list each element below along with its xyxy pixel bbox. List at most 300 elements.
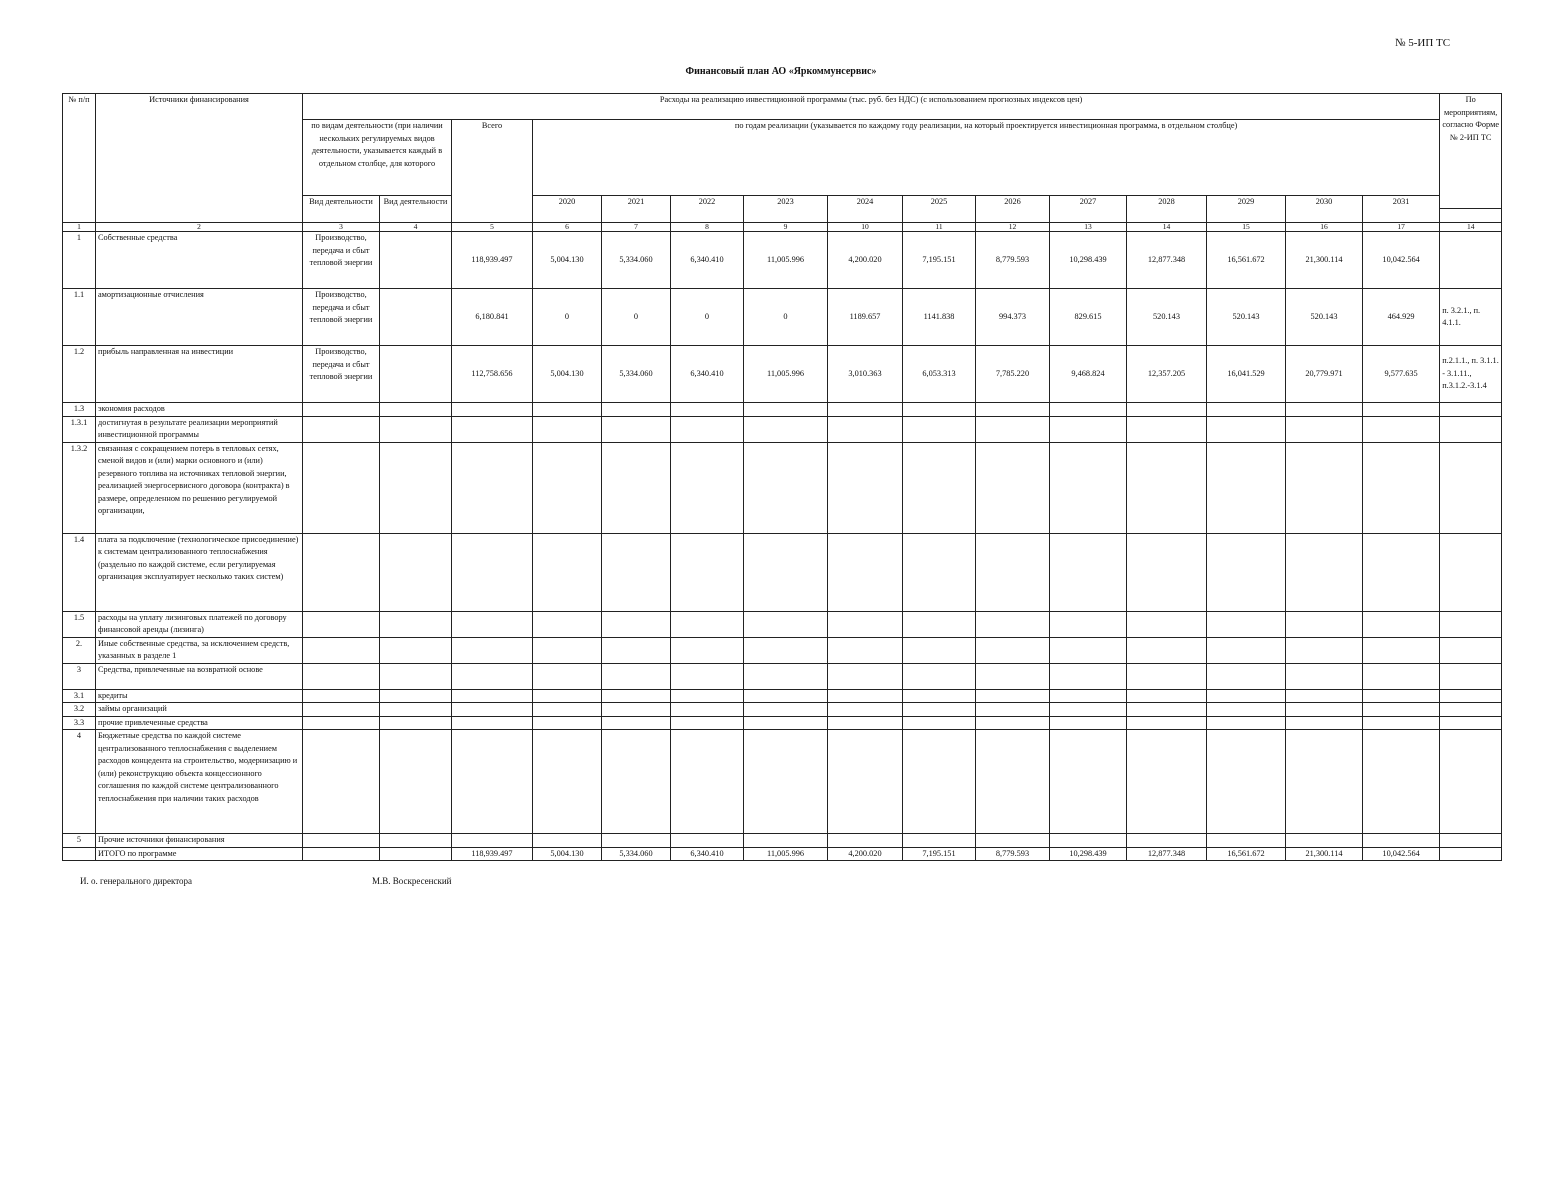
row-number xyxy=(63,847,96,861)
page-title: Финансовый план АО «Яркоммунсервис» xyxy=(685,66,877,77)
row-activity-2 xyxy=(380,232,452,289)
row-year-value xyxy=(671,716,744,730)
row-year-value: 994.373 xyxy=(976,289,1050,346)
row-activity-2 xyxy=(380,663,452,689)
row-year-value xyxy=(533,533,602,611)
row-event-ref xyxy=(1440,442,1502,533)
row-year-value xyxy=(1050,611,1127,637)
table-row xyxy=(63,703,1502,717)
row-event-ref xyxy=(1440,847,1502,861)
row-event-ref xyxy=(1440,611,1502,637)
header-year: 2024 xyxy=(828,196,903,223)
row-year-value xyxy=(828,663,903,689)
row-year-value xyxy=(1050,416,1127,442)
row-total xyxy=(452,442,533,533)
table-row xyxy=(63,716,1502,730)
row-total xyxy=(452,533,533,611)
table-row xyxy=(63,637,1502,663)
row-year-value xyxy=(828,533,903,611)
row-number: 1.5 xyxy=(63,611,96,637)
row-activity-2 xyxy=(380,689,452,703)
row-year-value xyxy=(602,716,671,730)
row-year-value xyxy=(1127,716,1207,730)
row-activity-2 xyxy=(380,637,452,663)
row-event-ref xyxy=(1440,232,1502,289)
row-year-value xyxy=(1363,703,1440,717)
row-event-ref xyxy=(1440,403,1502,417)
row-total: 118,939.497 xyxy=(452,232,533,289)
row-number: 1.1 xyxy=(63,289,96,346)
row-year-value: 8,779.593 xyxy=(976,232,1050,289)
header-expenses: Расходы на реализацию инвестиционной программы (тыс. руб. без НДС) (с использованием прогнозных индексов цен) xyxy=(303,94,1440,120)
row-year-value: 11,005.996 xyxy=(744,346,828,403)
table-row xyxy=(63,611,1502,637)
header-year: 2026 xyxy=(976,196,1050,223)
row-year-value xyxy=(602,689,671,703)
column-number: 12 xyxy=(976,223,1050,232)
row-year-value xyxy=(602,730,671,834)
row-activity xyxy=(303,847,380,861)
table-row xyxy=(63,416,1502,442)
row-total xyxy=(452,716,533,730)
row-year-value xyxy=(602,637,671,663)
row-year-value xyxy=(828,716,903,730)
row-activity-2 xyxy=(380,346,452,403)
row-year-value: 8,779.593 xyxy=(976,847,1050,861)
row-number: 1.3.2 xyxy=(63,442,96,533)
row-year-value: 9,468.824 xyxy=(1050,346,1127,403)
row-year-value: 12,877.348 xyxy=(1127,232,1207,289)
table-row xyxy=(63,346,1502,403)
row-year-value: 16,041.529 xyxy=(1207,346,1286,403)
row-year-value xyxy=(1207,533,1286,611)
row-year-value xyxy=(1050,533,1127,611)
row-year-value xyxy=(744,689,828,703)
row-year-value xyxy=(1207,716,1286,730)
row-year-value xyxy=(1286,663,1363,689)
row-year-value xyxy=(744,416,828,442)
column-number: 17 xyxy=(1363,223,1440,232)
row-year-value xyxy=(602,442,671,533)
form-number: № 5-ИП ТС xyxy=(1395,37,1451,49)
row-year-value xyxy=(1363,730,1440,834)
row-activity xyxy=(303,403,380,417)
row-year-value: 16,561.672 xyxy=(1207,232,1286,289)
row-year-value xyxy=(533,730,602,834)
row-year-value: 829.615 xyxy=(1050,289,1127,346)
row-year-value xyxy=(671,442,744,533)
row-year-value xyxy=(602,663,671,689)
column-number: 1 xyxy=(63,223,96,232)
row-year-value xyxy=(533,703,602,717)
row-source: Прочие источники финансирования xyxy=(96,834,303,848)
column-number: 5 xyxy=(452,223,533,232)
header-year: 2021 xyxy=(602,196,671,223)
row-total xyxy=(452,730,533,834)
row-year-value: 5,334.060 xyxy=(602,232,671,289)
row-activity xyxy=(303,663,380,689)
row-year-value xyxy=(602,834,671,848)
table-row xyxy=(63,442,1502,533)
row-year-value: 6,340.410 xyxy=(671,346,744,403)
row-total xyxy=(452,611,533,637)
row-year-value: 11,005.996 xyxy=(744,232,828,289)
row-year-value xyxy=(1050,689,1127,703)
row-year-value xyxy=(828,689,903,703)
row-year-value: 520.143 xyxy=(1286,289,1363,346)
table-row xyxy=(63,834,1502,848)
row-year-value xyxy=(1127,663,1207,689)
row-year-value xyxy=(1050,403,1127,417)
row-activity-2 xyxy=(380,442,452,533)
table-row xyxy=(63,232,1502,289)
row-activity-2 xyxy=(380,730,452,834)
row-year-value xyxy=(903,730,976,834)
row-year-value: 0 xyxy=(602,289,671,346)
row-year-value xyxy=(1207,442,1286,533)
row-total xyxy=(452,416,533,442)
row-number: 5 xyxy=(63,834,96,848)
row-year-value: 5,004.130 xyxy=(533,346,602,403)
column-number: 3 xyxy=(303,223,380,232)
row-year-value xyxy=(976,403,1050,417)
row-year-value xyxy=(976,834,1050,848)
row-year-value xyxy=(976,533,1050,611)
row-year-value: 6,340.410 xyxy=(671,232,744,289)
row-number: 3 xyxy=(63,663,96,689)
row-year-value xyxy=(828,611,903,637)
row-year-value xyxy=(976,663,1050,689)
row-source: амортизационные отчисления xyxy=(96,289,303,346)
row-source: плата за подключение (технологическое присоединение) к системам централизованного теплоснабжения (раздельно по каждой системе, если регулируемая организация эксплуатирует несколько таких систем) xyxy=(96,533,303,611)
row-year-value xyxy=(671,689,744,703)
row-activity-2 xyxy=(380,716,452,730)
column-number: 14 xyxy=(1127,223,1207,232)
row-activity: Производство, передача и сбыт тепловой энергии xyxy=(303,289,380,346)
row-year-value xyxy=(533,416,602,442)
row-year-value: 10,042.564 xyxy=(1363,232,1440,289)
column-number: 11 xyxy=(903,223,976,232)
row-total xyxy=(452,663,533,689)
row-year-value: 464.929 xyxy=(1363,289,1440,346)
row-year-value: 3,010.363 xyxy=(828,346,903,403)
row-year-value xyxy=(903,442,976,533)
row-year-value xyxy=(976,637,1050,663)
row-total xyxy=(452,834,533,848)
row-activity xyxy=(303,730,380,834)
row-activity-2 xyxy=(380,703,452,717)
row-year-value xyxy=(1127,689,1207,703)
row-year-value xyxy=(1286,730,1363,834)
row-event-ref xyxy=(1440,533,1502,611)
row-year-value: 0 xyxy=(533,289,602,346)
row-year-value: 12,357.205 xyxy=(1127,346,1207,403)
header-by-activity: по видам деятельности (при наличии нескольких регулируемых видов деятельности, указывается каждый в отдельном столбце, для которого xyxy=(303,120,452,196)
row-year-value xyxy=(533,834,602,848)
row-year-value xyxy=(976,416,1050,442)
row-year-value: 0 xyxy=(744,289,828,346)
header-year: 2027 xyxy=(1050,196,1127,223)
row-source: экономия расходов xyxy=(96,403,303,417)
row-year-value xyxy=(903,703,976,717)
row-year-value xyxy=(602,611,671,637)
row-year-value xyxy=(1207,703,1286,717)
row-source: расходы на уплату лизинговых платежей по договору финансовой аренды (лизинга) xyxy=(96,611,303,637)
row-year-value xyxy=(744,403,828,417)
row-year-value xyxy=(903,689,976,703)
row-year-value xyxy=(828,637,903,663)
row-year-value: 5,334.060 xyxy=(602,847,671,861)
header-by-years: по годам реализации (указывается по каждому году реализации, на который проектируется инвестиционная программа, в отдельном столбце) xyxy=(533,120,1440,196)
row-year-value xyxy=(1127,834,1207,848)
row-year-value xyxy=(1363,834,1440,848)
row-year-value: 6,340.410 xyxy=(671,847,744,861)
column-number: 7 xyxy=(602,223,671,232)
row-event-ref: п.2.1.1., п. 3.1.1. - 3.1.11., п.3.1.2.-3.1.4 xyxy=(1440,346,1502,403)
row-year-value xyxy=(671,663,744,689)
column-number: 15 xyxy=(1207,223,1286,232)
row-activity-2 xyxy=(380,533,452,611)
row-year-value: 5,004.130 xyxy=(533,232,602,289)
header-year: 2023 xyxy=(744,196,828,223)
row-year-value xyxy=(744,611,828,637)
row-activity xyxy=(303,716,380,730)
row-year-value xyxy=(533,716,602,730)
row-source: Иные собственные средства, за исключением средств, указанных в разделе 1 xyxy=(96,637,303,663)
row-year-value xyxy=(602,703,671,717)
header-year: 2028 xyxy=(1127,196,1207,223)
row-year-value xyxy=(1363,442,1440,533)
row-year-value xyxy=(1127,637,1207,663)
row-activity-2 xyxy=(380,834,452,848)
row-total: 118,939.497 xyxy=(452,847,533,861)
header-total: Всего xyxy=(452,120,533,223)
row-year-value: 7,785.220 xyxy=(976,346,1050,403)
row-year-value xyxy=(1286,703,1363,717)
table-row xyxy=(63,663,1502,689)
header-year: 2031 xyxy=(1363,196,1440,223)
row-year-value xyxy=(903,403,976,417)
row-activity xyxy=(303,442,380,533)
row-year-value xyxy=(1286,611,1363,637)
row-activity xyxy=(303,703,380,717)
row-number: 3.2 xyxy=(63,703,96,717)
row-year-value xyxy=(744,834,828,848)
row-year-value xyxy=(1050,442,1127,533)
row-year-value xyxy=(1286,716,1363,730)
row-year-value: 10,298.439 xyxy=(1050,232,1127,289)
header-year: 2030 xyxy=(1286,196,1363,223)
column-number: 10 xyxy=(828,223,903,232)
row-year-value xyxy=(1050,637,1127,663)
row-year-value: 6,053.313 xyxy=(903,346,976,403)
row-year-value xyxy=(533,663,602,689)
row-year-value xyxy=(1207,416,1286,442)
row-year-value: 1189.657 xyxy=(828,289,903,346)
column-number: 8 xyxy=(671,223,744,232)
table-row xyxy=(63,289,1502,346)
row-source: прочие привлеченные средства xyxy=(96,716,303,730)
row-year-value xyxy=(976,716,1050,730)
row-total xyxy=(452,703,533,717)
row-year-value xyxy=(976,730,1050,834)
row-year-value xyxy=(1363,403,1440,417)
row-event-ref xyxy=(1440,637,1502,663)
row-source: достигнутая в результате реализации мероприятий инвестиционной программы xyxy=(96,416,303,442)
row-year-value xyxy=(533,611,602,637)
row-year-value: 7,195.151 xyxy=(903,847,976,861)
row-year-value xyxy=(602,403,671,417)
row-year-value xyxy=(1286,834,1363,848)
row-year-value xyxy=(1127,533,1207,611)
row-year-value xyxy=(533,689,602,703)
row-year-value xyxy=(671,637,744,663)
row-number: 3.3 xyxy=(63,716,96,730)
row-year-value xyxy=(976,689,1050,703)
row-year-value: 4,200.020 xyxy=(828,847,903,861)
row-year-value xyxy=(1050,834,1127,848)
row-year-value: 21,300.114 xyxy=(1286,232,1363,289)
row-year-value xyxy=(1050,716,1127,730)
row-year-value xyxy=(671,416,744,442)
row-year-value: 20,779.971 xyxy=(1286,346,1363,403)
row-year-value xyxy=(1286,637,1363,663)
row-year-value xyxy=(903,533,976,611)
row-number: 2. xyxy=(63,637,96,663)
row-year-value: 0 xyxy=(671,289,744,346)
row-year-value xyxy=(1207,611,1286,637)
row-year-value xyxy=(1207,663,1286,689)
row-year-value xyxy=(976,442,1050,533)
row-source: прибыль направленная на инвестиции xyxy=(96,346,303,403)
row-activity xyxy=(303,611,380,637)
column-number: 4 xyxy=(380,223,452,232)
row-year-value xyxy=(1286,689,1363,703)
row-year-value: 11,005.996 xyxy=(744,847,828,861)
row-total: 6,180.841 xyxy=(452,289,533,346)
row-activity xyxy=(303,637,380,663)
row-year-value xyxy=(744,663,828,689)
row-activity-2 xyxy=(380,289,452,346)
row-year-value xyxy=(828,730,903,834)
row-number: 3.1 xyxy=(63,689,96,703)
row-number: 1.2 xyxy=(63,346,96,403)
row-number: 1.3.1 xyxy=(63,416,96,442)
row-year-value xyxy=(1127,403,1207,417)
table-row xyxy=(63,847,1502,861)
row-year-value: 12,877.348 xyxy=(1127,847,1207,861)
row-year-value xyxy=(903,637,976,663)
column-number: 2 xyxy=(96,223,303,232)
row-year-value xyxy=(671,834,744,848)
row-year-value: 520.143 xyxy=(1207,289,1286,346)
row-year-value: 10,042.564 xyxy=(1363,847,1440,861)
row-number: 1.4 xyxy=(63,533,96,611)
row-activity-2 xyxy=(380,416,452,442)
row-year-value: 520.143 xyxy=(1127,289,1207,346)
row-year-value xyxy=(744,533,828,611)
row-number: 4 xyxy=(63,730,96,834)
row-year-value xyxy=(1363,533,1440,611)
row-year-value xyxy=(1207,637,1286,663)
row-year-value: 21,300.114 xyxy=(1286,847,1363,861)
row-year-value xyxy=(744,730,828,834)
row-total: 112,758.656 xyxy=(452,346,533,403)
header-event-blank xyxy=(1440,209,1502,223)
row-year-value xyxy=(1286,442,1363,533)
row-event-ref xyxy=(1440,730,1502,834)
row-source: связанная с сокращением потерь в тепловых сетях, сменой видов и (или) марки основного и (или) резервного топлива на источниках тепловой энергии, реализацией энергосервисного договора (контракта) в размере, определенном по решению регулируемой организации, xyxy=(96,442,303,533)
row-source: займы организаций xyxy=(96,703,303,717)
header-source: Источники финансирования xyxy=(96,94,303,223)
row-year-value xyxy=(1363,689,1440,703)
column-number: 9 xyxy=(744,223,828,232)
row-year-value xyxy=(1207,403,1286,417)
table-row xyxy=(63,403,1502,417)
header-year: 2020 xyxy=(533,196,602,223)
row-total xyxy=(452,689,533,703)
header-activity-type-2: Вид деятельности xyxy=(380,196,452,223)
financial-plan-table xyxy=(62,93,1502,861)
row-year-value xyxy=(1050,703,1127,717)
row-year-value xyxy=(1207,689,1286,703)
header-year: 2022 xyxy=(671,196,744,223)
row-year-value xyxy=(671,533,744,611)
row-year-value xyxy=(533,637,602,663)
row-year-value xyxy=(602,533,671,611)
row-year-value xyxy=(744,442,828,533)
row-year-value xyxy=(1207,730,1286,834)
row-year-value xyxy=(671,703,744,717)
row-year-value xyxy=(828,403,903,417)
column-numbers-row xyxy=(63,223,1502,232)
row-source: Собственные средства xyxy=(96,232,303,289)
header-activity-type-1: Вид деятельности xyxy=(303,196,380,223)
header-no: № п/п xyxy=(63,94,96,223)
header-event: По мероприятиям, согласно Форме № 2-ИП ТС xyxy=(1440,94,1502,209)
row-year-value xyxy=(1286,416,1363,442)
row-event-ref xyxy=(1440,416,1502,442)
row-year-value xyxy=(828,416,903,442)
row-year-value xyxy=(1207,834,1286,848)
column-number: 16 xyxy=(1286,223,1363,232)
row-year-value: 16,561.672 xyxy=(1207,847,1286,861)
row-year-value xyxy=(976,703,1050,717)
row-year-value xyxy=(533,442,602,533)
column-number: 6 xyxy=(533,223,602,232)
row-year-value xyxy=(1127,611,1207,637)
row-year-value xyxy=(744,637,828,663)
row-year-value xyxy=(1050,730,1127,834)
row-year-value xyxy=(1127,442,1207,533)
row-year-value xyxy=(1363,416,1440,442)
row-year-value: 1141.838 xyxy=(903,289,976,346)
row-year-value xyxy=(1286,533,1363,611)
row-year-value xyxy=(671,611,744,637)
row-year-value: 9,577.635 xyxy=(1363,346,1440,403)
row-year-value: 5,334.060 xyxy=(602,346,671,403)
row-year-value xyxy=(1127,416,1207,442)
row-year-value xyxy=(1363,611,1440,637)
row-activity xyxy=(303,416,380,442)
column-number: 14 xyxy=(1440,223,1502,232)
row-event-ref xyxy=(1440,716,1502,730)
row-year-value xyxy=(671,403,744,417)
row-year-value xyxy=(1127,703,1207,717)
row-source: Бюджетные средства по каждой системе централизованного теплоснабжения с выделением расходов концедента на строительство, модернизацию и (или) реконструкцию объекта концессионного соглашения по каждой системе централизованного теплоснабжения при наличии таких расходов xyxy=(96,730,303,834)
row-source: Средства, привлеченные на возвратной основе xyxy=(96,663,303,689)
table-row xyxy=(63,533,1502,611)
